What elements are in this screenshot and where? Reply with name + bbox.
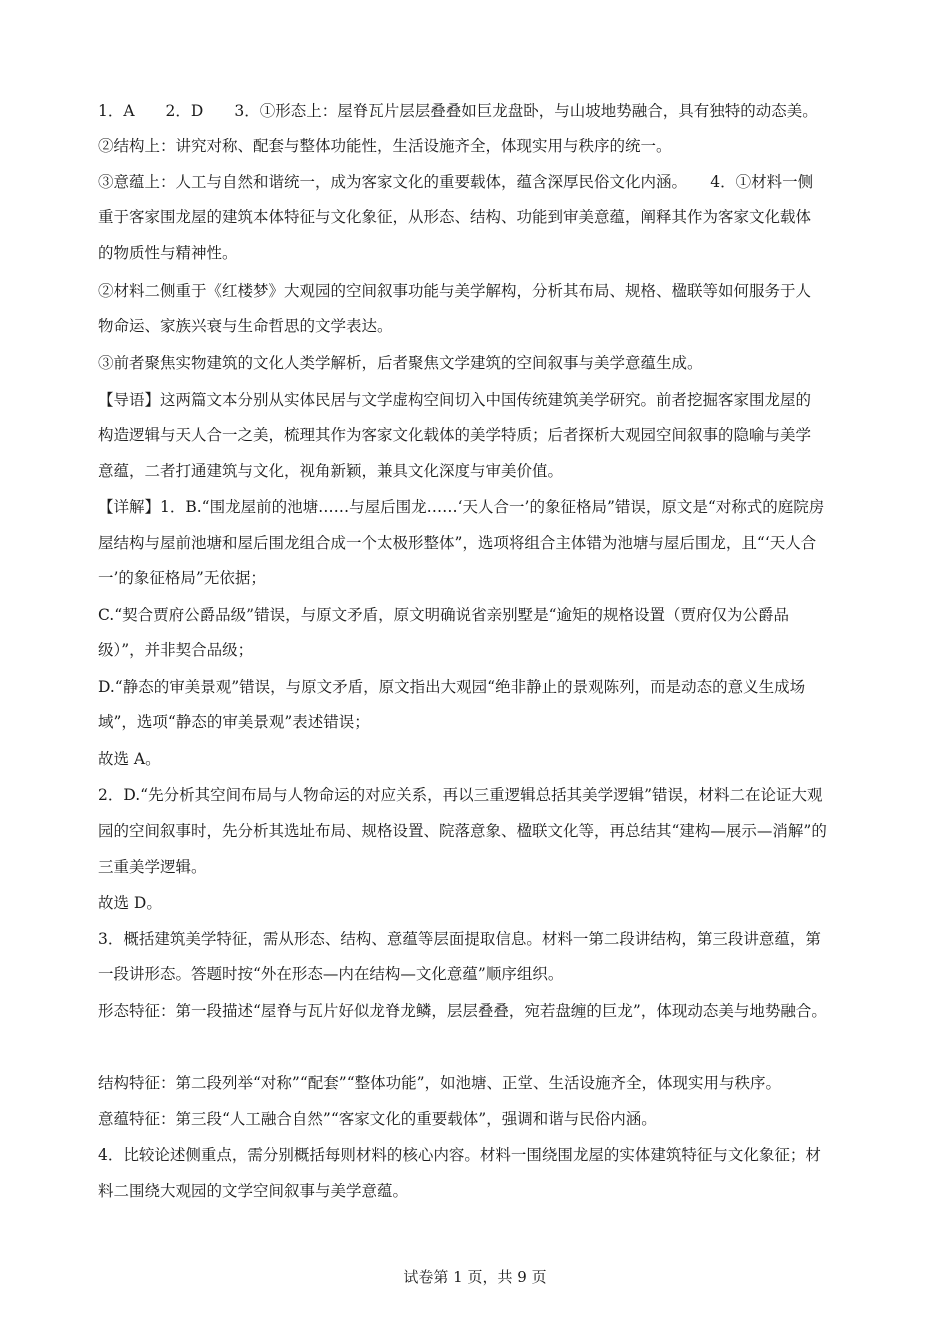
text-line: 形态特征：第一段描述“屋脊与瓦片好似龙脊龙鳞，层层叠叠，宛若盘缠的巨龙”，体现动态美与地势融合。 <box>98 1002 827 1020</box>
text-line: 【导语】这两篇文本分别从实体民居与文学虚构空间切入中国传统建筑美学研究。前者挖掘客家围龙屋的 <box>98 391 812 409</box>
text-line: 域”，选项“静态的审美景观”表述错误； <box>98 713 370 731</box>
page-footer: 试卷第 1 页，共 9 页 <box>403 1268 547 1286</box>
text-line: C.“契合贾府公爵品级”错误，与原文矛盾，原文明确说省亲别墅是“逾矩的规格设置（贾府仅为公爵品 <box>98 606 790 624</box>
text-line: ②结构上：讲究对称、配套与整体功能性，生活设施齐全，体现实用与秩序的统一。 <box>98 137 672 155</box>
text-line: 三重美学逻辑。 <box>98 858 207 876</box>
text-line: 的物质性与精神性。 <box>98 244 238 262</box>
text-line: 级）”，并非契合品级； <box>98 641 254 659</box>
text-line: 故选 D。 <box>98 894 162 912</box>
text-line: 构造逻辑与天人合一之美，梳理其作为客家文化载体的美学特质；后者探析大观园空间叙事的隐喻与美学 <box>98 426 812 444</box>
text-line: ②材料二侧重于《红楼梦》大观园的空间叙事功能与美学解构，分析其布局、规格、楹联等如何服务于人 <box>98 282 812 300</box>
text-line: 屋结构与屋前池塘和屋后围龙组合成一个太极形整体”，选项将组合主体错为池塘与屋后围龙，且“‘天人合 <box>98 534 817 552</box>
text-line: ③前者聚焦实物建筑的文化人类学解析，后者聚焦文学建筑的空间叙事与美学意蕴生成。 <box>98 354 703 372</box>
text-line: 2．D.“先分析其空间布局与人物命运的对应关系，再以三重逻辑总括其美学逻辑”错误，材料二在论证大观 <box>98 786 823 804</box>
text-line: 4．比较论述侧重点，需分别概括每则材料的核心内容。材料一围绕围龙屋的实体建筑特征与文化象征；材 <box>98 1146 821 1164</box>
text-line: 一段讲形态。答题时按“外在形态—内在结构—文化意蕴”顺序组织。 <box>98 965 564 983</box>
text-line: 物命运、家族兴衰与生命哲思的文学表达。 <box>98 317 393 335</box>
text-line: 意蕴特征：第三段“人工融合自然”“客家文化的重要载体”，强调和谐与民俗内涵。 <box>98 1110 657 1128</box>
text-line: ③意蕴上：人工与自然和谐统一，成为客家文化的重要载体，蕴含深厚民俗文化内涵。 4．①材料一侧 <box>98 173 814 191</box>
text-line: 结构特征：第二段列举“对称”“配套”“整体功能”，如池塘、正堂、生活设施齐全，体现实用与秩序。 <box>98 1074 782 1092</box>
text-line: 意蕴，二者打通建筑与文化，视角新颖，兼具文化深度与审美价值。 <box>98 462 564 480</box>
text-line: 重于客家围龙屋的建筑本体特征与文化象征，从形态、结构、功能到审美意蕴，阐释其作为客家文化载体 <box>98 208 812 226</box>
text-line: 故选 A。 <box>98 750 161 768</box>
text-line: 一’的象征格局”无依据； <box>98 569 266 587</box>
text-line: 1．A 2．D 3．①形态上：屋脊瓦片层层叠叠如巨龙盘卧，与山坡地势融合，具有独特的动态美。 <box>98 102 818 120</box>
text-line: 料二围绕大观园的文学空间叙事与美学意蕴。 <box>98 1182 409 1200</box>
text-line: D.“静态的审美景观”错误，与原文矛盾，原文指出大观园“绝非静止的景观陈列，而是动态的意义生成场 <box>98 678 806 696</box>
text-line: 【详解】1．B.“围龙屋前的池塘……与屋后围龙……‘天人合一’的象征格局”错误，原文是“对称式的庭院房 <box>98 498 825 516</box>
text-line: 园的空间叙事时，先分析其选址布局、规格设置、院落意象、楹联文化等，再总结其“建构—展示—消解”的 <box>98 822 827 840</box>
text-line: 3．概括建筑美学特征，需从形态、结构、意蕴等层面提取信息。材料一第二段讲结构，第三段讲意蕴，第 <box>98 930 821 948</box>
